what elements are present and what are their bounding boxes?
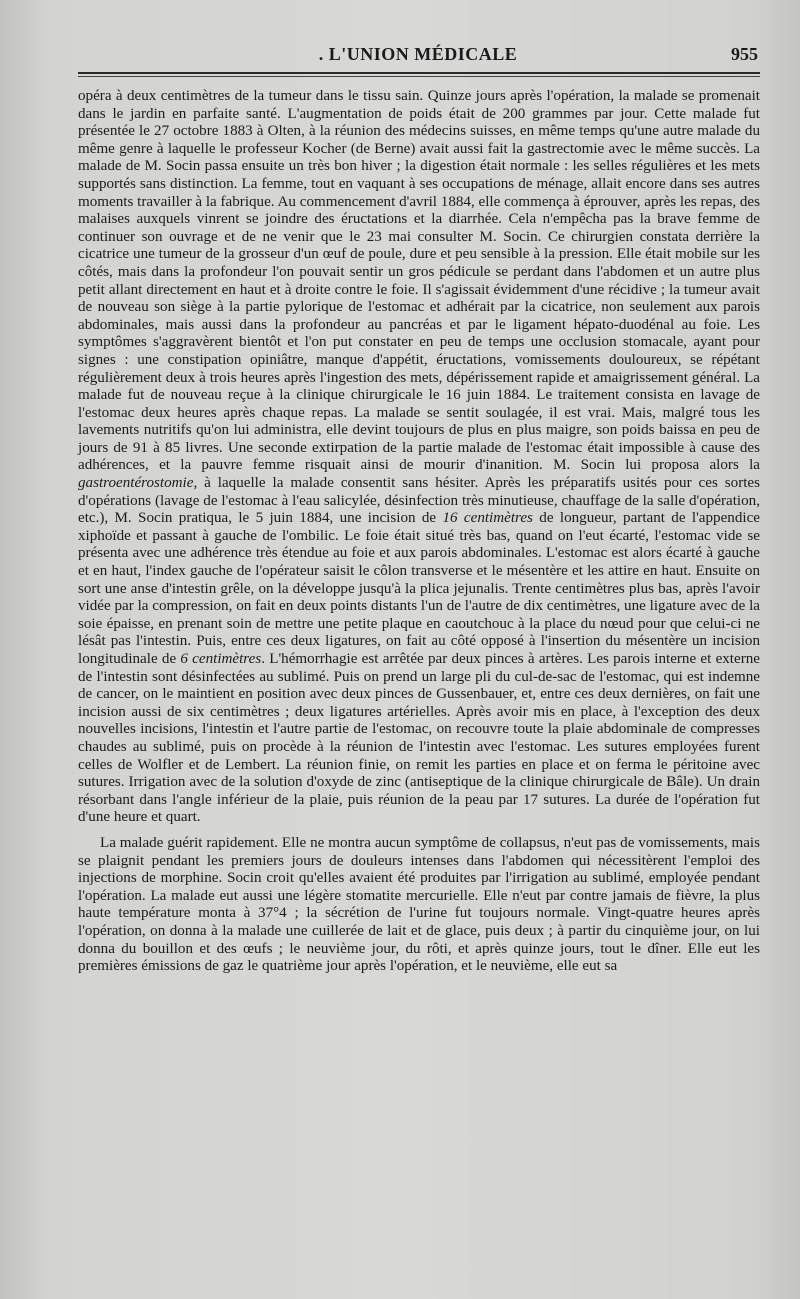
text-segment: opéra à deux centimètres de la tumeur dans le tissu sain. Quinze jours après l'opération, la malade se promenait dans le jardin en parfaite santé. L'augmentation de poids était de 200 grammes par jour. Cette malade fut présentée le 27 octobre 1883 à Olten, à la réunion des médecins suisses, en même temps qu'une autre malade du même genre à laquelle le professeur Kocher (de Berne) avait aussi fait la gastrectomie avec le même succès. La malade de M. Socin passa ensuite un très bon hiver ; la digestion était normale : les selles régulières et les mets supportés sans distinction. La femme, tout en vaquant à ses occupations de ménage, allait encore dans ses autres moments travailler à la fabrique. Au commencement d'avril 1884, elle commença à éprouver, après les repas, des malaises auxquels vinrent se joindre des éructations et la diarrhée. Cela n'empêcha pas la brave femme de continuer son ouvrage et de ne venir que le 23 mai consulter M. Socin. Ce chirurgien constata derrière la cicatrice une tumeur de la grosseur d'un œuf de poule, dure et peu sensible à la pression. Elle était mobile sur les côtés, mais dans la profondeur l'on pouvait sentir un gros pédicule se perdant dans l'abdomen et un autre plus petit allant directement en haut et à droite contre le foie. Il s'agissait évidemment d'une récidive ; la tumeur avait de nouveau son siège à la partie pylorique de l'estomac et adhérait par la cicatrice, non seulement aux parois abdominales, mais aussi dans la profondeur au pancréas et par le ligament hépato-duodénal au foie. Les symptômes s'aggravèrent bientôt et l'on put constater en peu de temps une occlusion stomacale, ayant pour signes : une constipation opiniâtre, manque d'appétit, éructations, vomissements douloureux, se répétant régulièrement deux à trois heures après l'ingestion des mets, dépérissement rapide et amaigrissement général. La malade fut de nouveau reçue à la clinique chirurgicale le 16 juin 1884. Le traitement consista en lavage de l'estomac deux heures après chaque repas. La malade se sentit soulagée, il est vrai. Mais, malgré tous les lavements nutritifs qu'on lui administra, elle devint toujours de plus en plus maigre, son poids baissa en peu de jours de 91 à 85 livres. Une seconde extirpation de la partie malade de l'estomac était impossible à cause des adhérences, et la pauvre femme risquait ainsi de mourir d'inanition. M. Socin lui proposa alors la: [78, 88, 760, 474]
italic-term: gastroentérostomie: [78, 475, 194, 492]
running-head: [78, 42, 758, 70]
page-number: 955: [731, 44, 758, 64]
text-segment: , à laquelle la malade consentit sans hésiter. Après les préparatifs usités pour ces sortes d'opérations (lavage de l'estomac à l'eau salicylée, désinfection très minutieuse, chauffage de la salle d'opération, etc.), M. Socin pratiqua, le 5 juin 1884, une incision de: [78, 475, 760, 527]
italic-term: 16 centimètres: [442, 510, 533, 527]
text-segment: . L'hémorrhagie est arrêtée par deux pinces à artères. Les parois interne et externe de l'intestin sont désinfectées au sublimé. Puis on prend un large pli du cul-de-sac de l'estomac, qui est indemne de cancer, on le maintient en position avec deux pinces de Gussenbauer, et, entre ces deux dernières, on fait une incision aussi de six centimètres ; deux ligatures artérielles. Après avoir mis en place, à l'exception des deux nouvelles incisions, l'intestin et l'autre partie de l'estomac, on recouvre toute la plaie abdominale de compresses chaudes au sublimé, puis on procède à la réunion de l'intestin avec l'estomac. Les sutures employées furent celles de Wolfler et de Lembert. La réunion finie, on remit les parties en place et on ferma le péritoine avec sutures. Irrigation avec de la solution d'oxyde de zinc (antiseptique de la clinique chirurgicale de Bâle). Un drain résorbant dans l'angle inférieur de la plaie, puis réunion de la peau par 17 sutures. La durée de l'opération fut d'une heure et quart.: [78, 651, 760, 826]
journal-title: . L'UNION MÉDICALE: [318, 44, 518, 64]
text-segment: de longueur, partant de l'appendice xiphoïde et passant à gauche de l'ombilic. Le foie était situé très bas, quand on l'eut écarté, l'estomac vide se présenta avec une adhérence très étendue au foie et aux parois abdominales. L'estomac est alors écarté à gauche et en haut, l'index gauche de l'opérateur saisit le côlon transverse et le mésentère et les attire en haut. Ensuite on sort une anse d'intestin grêle, on la développe jusqu'à la plica jejunalis. Trente centimètres plus bas, après l'avoir vidée par la compression, on fait en deux points distants l'un de l'autre de dix centimètres, une ligature avec de la soie épaisse, en prenant soin de mettre une petite plaque en caoutchouc à la place du nœud pour que celui-ci ne lésât pas l'intestin. Puis, entre ces deux ligatures, on fait au côté opposé à l'insertion du mésentère un incision longitudinale de: [78, 510, 760, 667]
paragraph: [78, 88, 760, 827]
italic-term: 6 centimètres: [180, 651, 262, 667]
text-segment: La malade guérit rapidement. Elle ne montra aucun symptôme de collapsus, n'eut pas de vomissements, mais se plaignit pendant les premiers jours de douleurs intenses dans l'abdomen qui nécessitèrent l'emploi des injections de morphine. Socin croit qu'elles avaient été produites par l'irrigation au sublimé, employée pendant l'opération. La malade eut aussi une légère stomatite mercurielle. Elle n'eut par contre jamais de fièvre, la plus haute température monta à 37°4 ; la sécrétion de l'urine fut toujours normale. Vingt-quatre heures après l'opération, on donna à la malade une cuillerée de lait et de glace, puis deux ; à partir du cinquième jour, on lui donna du bouillon et des œufs ; le neuvième jour, du rôti, et après quinze jours, tout le dîner. Elle eut les premières émissions de gaz le quatrième jour après l'opération, et le neuvième, elle eut sa: [78, 834, 760, 975]
article-body: [78, 88, 760, 976]
paragraph: [78, 835, 760, 976]
header-rule: [78, 72, 760, 74]
header-rule-thin: [78, 76, 760, 77]
